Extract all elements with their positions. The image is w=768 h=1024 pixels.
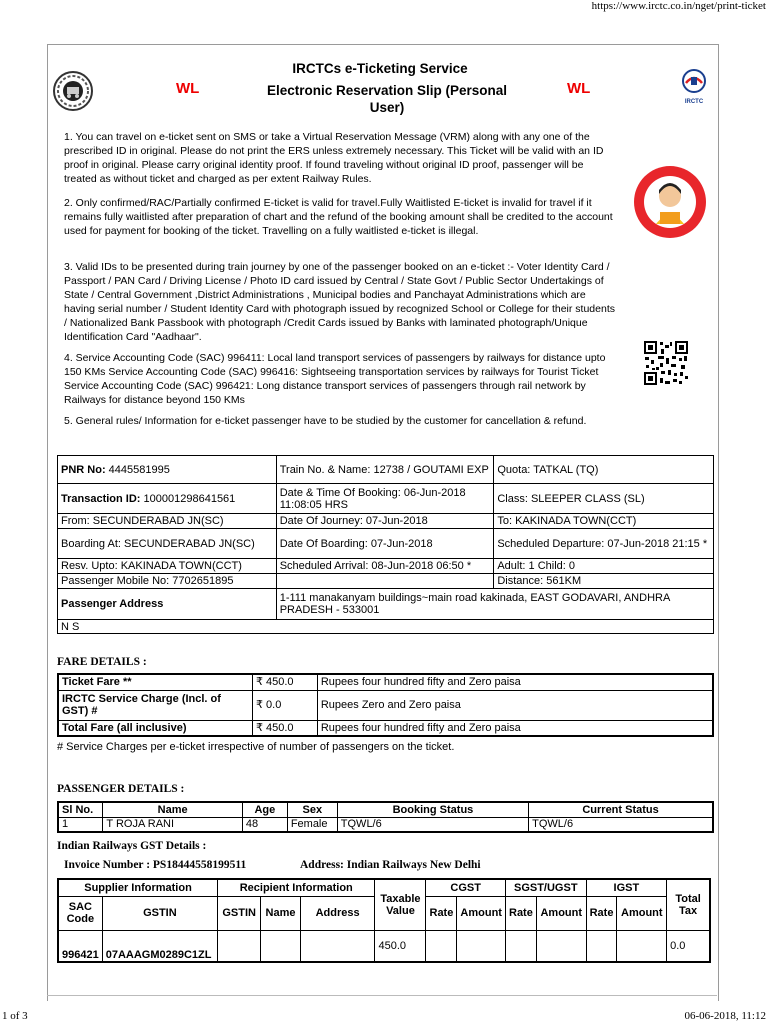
irctc-logo-icon bbox=[680, 68, 708, 94]
service-charge-label: IRCTC Service Charge (Incl. of GST) # bbox=[58, 690, 252, 720]
cgst-header: CGST bbox=[426, 879, 506, 896]
recipient-address bbox=[300, 930, 375, 962]
recipient-name-header: Name bbox=[261, 896, 300, 930]
fare-table bbox=[57, 673, 714, 737]
passenger-age: 48 bbox=[242, 817, 287, 832]
pnr-number: 4445581995 bbox=[108, 463, 170, 476]
boarding-station: Boarding At: SECUNDERABAD JN(SC) bbox=[58, 529, 277, 559]
waitlist-left-badge: WL bbox=[176, 80, 200, 97]
passenger-count: Adult: 1 Child: 0 bbox=[494, 559, 714, 574]
beti-bachao-logo-icon bbox=[630, 150, 710, 265]
passenger-sex: Female bbox=[287, 817, 337, 832]
instruction-4: 4. Service Accounting Code (SAC) 996411: Local land transport services of passengers by railways for distance upto 150 KMs Service Accounting Code (SAC) 996416: Sightseeing transportation services by railways for Tourist Ticket Service Accounting Code (SAC) 996421: Long distance transport services of passengers through rail network by Railways for distance beyond 150 KMs bbox=[64, 352, 606, 406]
sgst-header: SGST/UGST bbox=[505, 879, 586, 896]
frame-divider bbox=[47, 995, 717, 996]
irctc-logo bbox=[678, 68, 710, 105]
transaction-cell bbox=[58, 484, 277, 514]
recipient-info-header: Recipient Information bbox=[218, 879, 375, 896]
pnr-cell bbox=[58, 456, 277, 484]
ns-row: N S bbox=[58, 620, 714, 634]
cgst-rate bbox=[426, 930, 457, 962]
gst-details-title: Indian Railways GST Details : bbox=[57, 840, 207, 852]
col-sex: Sex bbox=[287, 802, 337, 817]
total-tax-header: Total Tax bbox=[667, 879, 710, 930]
journey-date: Date Of Journey: 07-Jun-2018 bbox=[276, 514, 494, 529]
transaction-id: 100001298641561 bbox=[143, 492, 236, 505]
igst-rate-header: Rate bbox=[586, 896, 617, 930]
supplier-gstin-header: GSTIN bbox=[102, 896, 217, 930]
scheduled-arrival: Scheduled Arrival: 08-Jun-2018 06:50 * bbox=[276, 559, 494, 574]
total-fare-amount: ₹ 450.0 bbox=[252, 720, 317, 736]
distance: Distance: 561KM bbox=[494, 574, 714, 589]
total-tax: 0.0 bbox=[667, 930, 710, 962]
service-charge-note: # Service Charges per e-ticket irrespective of number of passengers on the ticket. bbox=[57, 741, 455, 753]
booking-datetime: Date & Time Of Booking: 06-Jun-2018 11:08:05 HRS bbox=[276, 484, 494, 514]
sgst-rate bbox=[505, 930, 536, 962]
igst-rate bbox=[586, 930, 617, 962]
train-name: Train No. & Name: 12738 / GOUTAMI EXP bbox=[276, 456, 494, 484]
igst-header: IGST bbox=[586, 879, 667, 896]
table-row bbox=[58, 817, 713, 832]
quota: Quota: TATKAL (TQ) bbox=[494, 456, 714, 484]
instruction-3: 3. Valid IDs to be presented during train journey by one of the passenger booked on an e-ticket :- Voter Identity Card / Passport / PAN Card / Driving License / Photo ID card issued by Central / State Govt / Public Sector Undertakings of State / Central Government ,District Administrations , Municipal bodies and Panchayat Administrations which are having serial number / Student Identity Card with photograph issued by recognized School or College for their students / Nationalized Bank Passbook with photograph /Credit Cards issued by Banks with laminated photograph/Unique Identification Card "Aadhaar". bbox=[64, 261, 615, 343]
reservation-upto: Resv. Upto: KAKINADA TOWN(CCT) bbox=[58, 559, 277, 574]
cgst-rate-header: Rate bbox=[426, 896, 457, 930]
taxable-value-header: Taxable Value bbox=[375, 879, 426, 930]
page-subtitle: Electronic Reservation Slip (Personal User) bbox=[266, 83, 508, 115]
fare-details-title: FARE DETAILS : bbox=[57, 656, 147, 668]
page-number: 1 of 3 bbox=[2, 1010, 28, 1022]
travel-class: Class: SLEEPER CLASS (SL) bbox=[494, 484, 714, 514]
scheduled-departure: Scheduled Departure: 07-Jun-2018 21:15 * bbox=[494, 529, 714, 559]
total-fare-words: Rupees four hundred fifty and Zero paisa bbox=[317, 720, 713, 736]
supplier-info-header: Supplier Information bbox=[58, 879, 218, 896]
cgst-amount bbox=[457, 930, 506, 962]
boarding-date: Date Of Boarding: 07-Jun-2018 bbox=[276, 529, 494, 559]
passenger-address: 1-111 manakanyam buildings~main road kakinada, EAST GODAVARI, ANDHRA PRADESH - 533001 bbox=[276, 589, 713, 620]
col-current-status: Current Status bbox=[529, 802, 713, 817]
col-booking-status: Booking Status bbox=[337, 802, 528, 817]
to-station: To: KAKINADA TOWN(CCT) bbox=[494, 514, 714, 529]
recipient-name bbox=[261, 930, 300, 962]
service-charge-words: Rupees Zero and Zero paisa bbox=[317, 690, 713, 720]
instruction-2: 2. Only confirmed/RAC/Partially confirmed E-ticket is valid for travel.Fully Waitlisted E-ticket is invalid for travel if it remains fully waitlisted after preparation of chart and the refund of the booking amount shall be credited to the account used for payment for booking of the ticket. Travelling on a fully waitlisted e-ticket is illegal. bbox=[64, 197, 613, 237]
irctc-logo-text: IRCTC bbox=[684, 99, 704, 105]
sgst-amount-header: Amount bbox=[536, 896, 586, 930]
sgst-amount bbox=[536, 930, 586, 962]
gst-address: Address: Indian Railways New Delhi bbox=[300, 859, 481, 871]
total-fare-label: Total Fare (all inclusive) bbox=[58, 720, 252, 736]
from-station: From: SECUNDERABAD JN(SC) bbox=[58, 514, 277, 529]
page-title: IRCTCs e-Ticketing Service bbox=[292, 61, 468, 76]
table-row bbox=[58, 930, 710, 962]
recipient-gstin bbox=[218, 930, 261, 962]
sgst-rate-header: Rate bbox=[505, 896, 536, 930]
service-charge-amount: ₹ 0.0 bbox=[252, 690, 317, 720]
col-name: Name bbox=[103, 802, 243, 817]
passenger-name: T ROJA RANI bbox=[103, 817, 243, 832]
instruction-1: 1. You can travel on e-ticket sent on SMS or take a Virtual Reservation Message (VRM) along with any one of the prescribed ID in original. Please do not print the ERS unless extremely necessary. This Ticket will be valid with an ID proof in original. Please carry original identity proof. If found traveling without original ID proof, passenger will be treated as without ticket and charged as per extent Railway Rules. bbox=[64, 131, 604, 185]
instruction-5: 5. General rules/ Information for e-ticket passenger have to be studied by the customer for cancellation & refund. bbox=[64, 415, 587, 427]
transaction-label: Transaction ID: bbox=[61, 492, 141, 505]
qr-code-icon bbox=[643, 340, 689, 391]
igst-amount-header: Amount bbox=[617, 896, 667, 930]
ticket-fare-words: Rupees four hundred fifty and Zero paisa bbox=[317, 674, 713, 690]
page-url: https://www.irctc.co.in/nget/print-ticket bbox=[591, 0, 766, 12]
sac-code-header: SAC Code bbox=[58, 896, 102, 930]
passenger-details-title: PASSENGER DETAILS : bbox=[57, 783, 185, 795]
passenger-booking-status: TQWL/6 bbox=[337, 817, 528, 832]
col-sl-no: Sl No. bbox=[58, 802, 103, 817]
passenger-current-status: TQWL/6 bbox=[529, 817, 713, 832]
waitlist-right-badge: WL bbox=[567, 80, 591, 97]
taxable-value: 450.0 bbox=[375, 930, 426, 962]
col-age: Age bbox=[242, 802, 287, 817]
cgst-amount-header: Amount bbox=[457, 896, 506, 930]
indian-railways-logo-icon bbox=[52, 70, 94, 117]
recipient-gstin-header: GSTIN bbox=[218, 896, 261, 930]
invoice-number: Invoice Number : PS18444558199511 bbox=[64, 859, 247, 871]
empty-cell bbox=[276, 574, 494, 589]
gst-table bbox=[57, 878, 711, 963]
ticket-fare-label: Ticket Fare ** bbox=[58, 674, 252, 690]
sac-code: 996421 bbox=[58, 930, 102, 962]
ticket-fare-amount: ₹ 450.0 bbox=[252, 674, 317, 690]
igst-amount bbox=[617, 930, 667, 962]
passenger-table bbox=[57, 801, 714, 833]
passenger-mobile: Passenger Mobile No: 7702651895 bbox=[58, 574, 277, 589]
recipient-address-header: Address bbox=[300, 896, 375, 930]
passenger-address-label: Passenger Address bbox=[58, 589, 277, 620]
passenger-sl-no: 1 bbox=[58, 817, 103, 832]
supplier-gstin: 07AAAGM0289C1ZL bbox=[102, 930, 217, 962]
print-datetime: 06-06-2018, 11:12 bbox=[684, 1010, 766, 1022]
pnr-label: PNR No: bbox=[61, 463, 106, 476]
ticket-details-table bbox=[57, 455, 714, 634]
